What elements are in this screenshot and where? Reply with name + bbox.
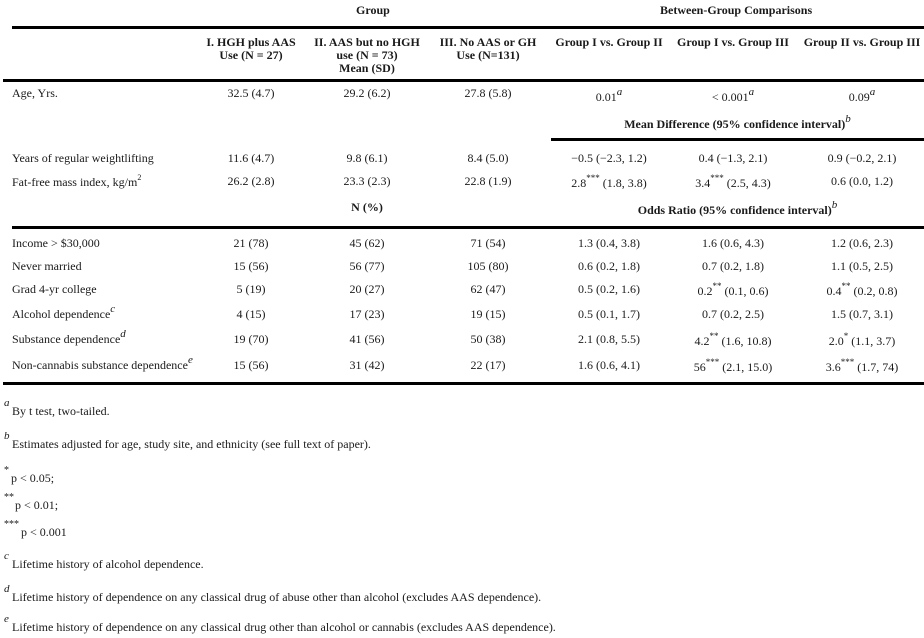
value: 15 (56) <box>233 358 269 372</box>
group-heading: Group <box>356 3 390 17</box>
value: 1.2 (0.6, 2.3) <box>831 236 893 250</box>
significance-mark: *** <box>586 173 600 183</box>
odds-ratio-title: Odds Ratio (95% confidence interval) <box>637 203 832 217</box>
row-label <box>12 236 100 251</box>
cell-g3 <box>428 282 548 297</box>
cell-g2 <box>310 259 424 274</box>
significance-mark: ** <box>709 331 719 341</box>
value: 22 (17) <box>470 358 506 372</box>
value: 1.6 (0.6, 4.1) <box>578 358 640 372</box>
cell-c23 <box>800 86 924 105</box>
footnote-text: Lifetime history of dependence on any classical drug of abuse other than alcohol (excludes AAS dependence). <box>12 590 542 604</box>
col-header-group-2-line1: II. AAS but no HGH <box>314 35 420 49</box>
cell-c13 <box>672 86 794 105</box>
cell-c13: 0.4 (−1.3, 2.1) <box>698 151 768 165</box>
cell-g1 <box>196 307 306 322</box>
cell-c13-value: < 0.001 <box>711 90 749 104</box>
ci: (2.1, 15.0) <box>719 360 773 374</box>
cell-g3 <box>428 307 548 322</box>
value: 19 (15) <box>470 307 506 321</box>
cell-g2 <box>310 332 424 347</box>
value: 0.5 (0.1, 1.7) <box>578 307 640 321</box>
cell-c23 <box>800 236 924 251</box>
value: 56 <box>693 360 706 374</box>
significance-mark: ** <box>841 281 851 291</box>
value: 0.6 (0.2, 1.8) <box>578 259 640 273</box>
row-label-text: Fat-free mass index, kg/m <box>12 175 138 189</box>
cell-g1 <box>196 358 306 373</box>
cell-g2 <box>310 282 424 297</box>
cell-c23-value: 0.09 <box>848 90 870 104</box>
footnote-ref: a <box>748 86 755 98</box>
ci: (2.5, 4.3) <box>723 176 771 190</box>
col-header-group-2-line2: use (N = 73) <box>336 48 398 62</box>
col-header-g2-vs-g3: Group II vs. Group III <box>803 35 921 49</box>
footnote-ref: c <box>110 303 116 315</box>
value: 20 (27) <box>349 282 385 296</box>
row-label-text: Income > $30,000 <box>12 236 100 250</box>
header-bottom-rule <box>3 79 924 82</box>
value: 1.5 (0.7, 3.1) <box>831 307 893 321</box>
row-label-text: Grad 4-yr college <box>12 282 97 296</box>
value: 71 (54) <box>470 236 506 250</box>
value: 2.1 (0.8, 5.5) <box>578 332 640 346</box>
odds-ratio-rule <box>12 226 924 229</box>
footnote-text: By t test, two-tailed. <box>12 404 110 418</box>
row-label-text: Substance dependence <box>12 332 121 346</box>
top-rule <box>12 26 924 29</box>
cell-c12 <box>549 332 669 347</box>
value: 62 (47) <box>470 282 506 296</box>
footnote-ref: e <box>187 354 193 366</box>
cell-c23 <box>800 259 924 274</box>
value: 4 (15) <box>236 307 266 321</box>
cell-c12-value: 0.01 <box>595 90 617 104</box>
footnote-mark: * <box>4 465 9 476</box>
value: 21 (78) <box>233 236 269 250</box>
mean-difference-heading <box>551 113 924 132</box>
col-header-g1-vs-g3: Group I vs. Group III <box>677 35 789 49</box>
ci: (1.7, 74) <box>854 360 899 374</box>
cell-g3: 27.8 (5.8) <box>464 86 512 100</box>
col-header-group-2 <box>310 36 424 75</box>
row-label <box>12 259 82 274</box>
value: 2.0 <box>828 334 844 348</box>
row-label <box>12 175 141 190</box>
col-header-group-3-line2: Use (N=131) <box>456 48 520 62</box>
cell-c12 <box>549 86 669 105</box>
significance-mark: *** <box>710 173 724 183</box>
value: 2.8 <box>571 176 587 190</box>
footnote-mark: c <box>4 550 9 562</box>
significance-mark: * <box>843 331 849 341</box>
footnote-mark: a <box>4 397 10 409</box>
footnote-ref: b <box>845 113 851 125</box>
ci: (1.8, 3.8) <box>599 176 647 190</box>
col-header-group-1-line2: Use (N = 27) <box>219 48 283 62</box>
cell-c13 <box>672 259 794 274</box>
cell-g2 <box>310 358 424 373</box>
footnote-text: Estimates adjusted for age, study site, and ethnicity (see full text of paper). <box>12 437 371 451</box>
ci: (0.1, 0.6) <box>721 284 769 298</box>
row-label <box>12 328 126 347</box>
mean-difference-rule <box>551 138 924 141</box>
cell-c12 <box>549 282 669 297</box>
cell-g2: 23.3 (2.3) <box>343 174 391 188</box>
col-header-group-1-line1: I. HGH plus AAS <box>206 35 296 49</box>
footnote-text: p < 0.05; <box>11 471 55 485</box>
cell-g1 <box>196 259 306 274</box>
col-header-group-2-line3: Mean (SD) <box>339 61 395 75</box>
ci: (1.6, 10.8) <box>718 334 772 348</box>
cell-c23 <box>800 357 924 375</box>
footnote-text: Lifetime history of dependence on any classical drug other than alcohol or cannabis (excludes AAS dependence). <box>12 620 556 634</box>
cell-c12 <box>549 173 669 191</box>
footnote-ref: a <box>616 86 623 98</box>
value: 0.4 <box>826 284 842 298</box>
value: 1.1 (0.5, 2.5) <box>831 259 893 273</box>
ci: (1.1, 3.7) <box>848 334 896 348</box>
row-label-text: Never married <box>12 259 82 273</box>
value: 19 (70) <box>233 332 269 346</box>
footnote-ref: b <box>831 199 838 211</box>
footnote-text: p < 0.001 <box>21 525 67 539</box>
value: 45 (62) <box>349 236 385 250</box>
value: 0.7 (0.2, 2.5) <box>702 307 764 321</box>
cell-c23 <box>800 307 924 322</box>
cell-c13 <box>672 281 794 299</box>
value: 0.7 (0.2, 1.8) <box>702 259 764 273</box>
cell-g2 <box>310 236 424 251</box>
cell-c12 <box>549 236 669 251</box>
value: 105 (80) <box>467 259 509 273</box>
row-label: Years of regular weightlifting <box>12 151 154 165</box>
footnote-ref: a <box>869 86 876 98</box>
footnote-ref: d <box>120 328 126 340</box>
cell-c12 <box>549 358 669 373</box>
cell-c23: 0.6 (0.0, 1.2) <box>831 174 893 188</box>
footnote-mark: e <box>4 613 9 625</box>
cell-g1: 32.5 (4.7) <box>227 86 275 100</box>
col-header-group-3-line1: III. No AAS or GH <box>439 35 537 49</box>
value: 41 (56) <box>349 332 385 346</box>
value: 15 (56) <box>233 259 269 273</box>
cell-c12 <box>549 307 669 322</box>
cell-g3 <box>428 358 548 373</box>
row-label-text: Alcohol dependence <box>12 307 111 321</box>
significance-mark: *** <box>705 357 720 367</box>
cell-g3 <box>428 259 548 274</box>
value: 5 (19) <box>236 282 266 296</box>
col-header-group-1 <box>196 36 306 62</box>
value: 31 (42) <box>349 358 385 372</box>
value: 0.2 <box>697 284 713 298</box>
footnote-mark: b <box>4 430 10 442</box>
cell-g3 <box>428 236 548 251</box>
value: 56 (77) <box>349 259 385 273</box>
cell-g2: 9.8 (6.1) <box>346 151 388 165</box>
cell-c13 <box>672 236 794 251</box>
row-label <box>12 282 97 297</box>
cell-g1 <box>196 332 306 347</box>
row-label: Age, Yrs. <box>12 86 58 100</box>
cell-c13 <box>672 331 794 349</box>
col-header-g1-vs-g2: Group I vs. Group II <box>555 35 663 49</box>
cell-c23 <box>800 331 924 349</box>
significance-mark: ** <box>712 281 722 291</box>
cell-g1: 26.2 (2.8) <box>227 174 275 188</box>
odds-ratio-heading <box>551 199 924 218</box>
col-header-group-3 <box>428 36 548 62</box>
row-label <box>12 303 116 322</box>
cell-g1 <box>196 236 306 251</box>
value: 1.6 (0.6, 4.3) <box>702 236 764 250</box>
ci: (0.2, 0.8) <box>850 284 898 298</box>
table-bottom-rule <box>3 382 924 385</box>
value: 17 (23) <box>349 307 385 321</box>
row-label-text: Non-cannabis substance dependence <box>12 358 188 372</box>
value: 1.3 (0.4, 3.8) <box>578 236 640 250</box>
n-percent-heading: N (%) <box>351 200 383 214</box>
value: 4.2 <box>694 334 710 348</box>
footnote-mark: ** <box>4 492 14 503</box>
cell-g3 <box>428 332 548 347</box>
footnote-mark: d <box>4 583 10 595</box>
comparisons-heading: Between-Group Comparisons <box>660 3 813 17</box>
cell-c13 <box>672 173 794 191</box>
cell-g3: 8.4 (5.0) <box>467 151 509 165</box>
cell-g3: 22.8 (1.9) <box>464 174 512 188</box>
value: 50 (38) <box>470 332 506 346</box>
value: 3.4 <box>695 176 711 190</box>
cell-g1 <box>196 282 306 297</box>
cell-g1: 11.6 (4.7) <box>227 151 275 165</box>
significance-mark: *** <box>840 357 855 367</box>
cell-c23: 0.9 (−0.2, 2.1) <box>827 151 897 165</box>
cell-c13 <box>672 307 794 322</box>
cell-g2: 29.2 (6.2) <box>343 86 391 100</box>
footnote-text: Lifetime history of alcohol dependence. <box>12 557 204 571</box>
footnote-text: p < 0.01; <box>15 498 59 512</box>
value: 0.5 (0.2, 1.6) <box>578 282 640 296</box>
cell-g2 <box>310 307 424 322</box>
superscript: 2 <box>137 173 142 182</box>
mean-difference-title: Mean Difference (95% confidence interval) <box>624 117 846 131</box>
row-label <box>12 354 193 373</box>
cell-c12 <box>549 259 669 274</box>
footnote-mark: *** <box>4 519 19 530</box>
cell-c12: −0.5 (−2.3, 1.2) <box>571 151 647 165</box>
cell-c23 <box>800 281 924 299</box>
cell-c13 <box>672 357 794 375</box>
value: 3.6 <box>825 360 841 374</box>
